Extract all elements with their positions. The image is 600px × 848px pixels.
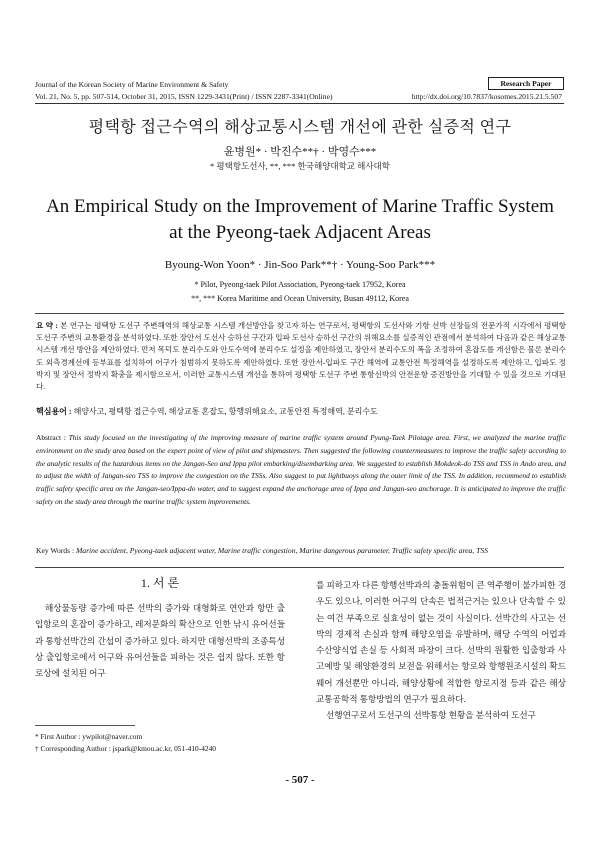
footnote-rule (35, 725, 135, 726)
body-paragraph: 해상물동량 증가에 따른 선박의 증가와 대형화로 연안과 항만 출입항로의 혼잡이 증가하고, 레저문화의 확산으로 인한 낚시 유어선들과 통항선박간의 간섭이 증가하고 있다. 하지만 대형선박의 조종특성상 출입항로에서 어구와 유어선들을 피하는 것은 쉽지 않다. 또한 항로상에 설치된 어구 (35, 603, 285, 679)
first-author-footnote: * First Author : ywpilot@naver.com (35, 732, 143, 741)
english-abstract-text: This study focused on the investigating of the improving measure of marine traffic system around Pyung-Taek Pilotage area. First, we analyzed the marine traffic environment on the study area based on the expert point of view of pilot and shipmasters. Then suggested the following countermeasures to improve the traffic safety according to the analytic results of the hazardous items on the Jangan-Seo and Ippa pilot embarking/disembarking area. We suggested to establish Mokdeok-do TSS and TSS in Ando area, and to adjust the width of Jangan-seo TSS to improve the congestion on the TSSs. Also suggest to put lightbuoys along the outer limit of the TSS. In addition, recommend to establish traffic safety specific area on the Jangan-seo/Ippa-do water, and to suggest expand the anchorage area of Ippa and Jangan-seo anchorage. It is anticipated to improve the traffic safety on the study area through the marine traffic system improvements. (36, 433, 566, 506)
english-keywords-text: Marine accident, Pyeong-taek adjacent water, Marine traffic congestion, Marine dangerous parameter, Traffic safety specific area, TSS (75, 546, 488, 555)
header-rule (35, 103, 564, 104)
body-column-left (35, 600, 285, 681)
journal-name: Journal of the Korean Society of Marine Environment & Safety (35, 80, 229, 89)
english-keywords (36, 546, 566, 555)
corresponding-author-footnote: † Corresponding Author : jspark@kmou.ac.kr, 051-410-4240 (35, 744, 216, 753)
english-keywords-label: Key Words : (36, 546, 75, 555)
english-affiliation-2: **, *** Korea Maritime and Ocean University, Busan 49112, Korea (191, 294, 409, 303)
english-title-line2: at the Pyeong-taek Adjacent Areas (169, 222, 431, 243)
korean-abstract-text: 본 연구는 평택항 도선구 주변해역의 해상교통 시스템 개선방안을 찾고자 하는 연구로서, 평택항의 도선사와 기항 선박 선장들의 전문가적 시각에서 평택항 도선구 주변의 교통환경을 분석하였다. 또한 장안서 도선사 승하선 구간과 입파 도선사 승하선 구간의 위해요소를 실증적인 관점에서 분석하여 다음과 같은 해상교통시스템 개선 방안을 제안하였다. 먼저 목덕도 분리수도와 안도수역에 분리수도 설정을 제안하였고, 장안서 분리수도의 폭을 조정하여 혼잡도를 개선함은 물론 분리수도 외측경계선에 등부표를 설치하여 어구가 침범하지 못하도록 제안하였다. 또한 장안서-입파도 구간 해역에 교통안전 특정해역을 설정하도록 제안하고, 입파도 정박지 및 장안서 정박지 확충을 제시함으로서, 이러한 교통시스템 개선을 통하여 평택항 도선구 주변 통항선박의 안전운항 증진방안을 기대할 수 있을 것으로 기대된다. (36, 321, 566, 392)
english-authors: Byoung-Won Yoon* · Jin-Soo Park**† · Young-Soo Park*** (164, 259, 436, 271)
korean-keywords-text: 해양사고, 평택항 접근수역, 해상교통 혼잡도, 항행위해요소, 교통안전 특정해역, 분리수도 (73, 407, 378, 416)
body-paragraph: 선행연구로서 도선구의 선박통항 현황을 분석하여 도선구 (326, 710, 536, 721)
english-title-line1: An Empirical Study on the Improvement of Marine Traffic System (46, 196, 554, 217)
doi-link[interactable]: http://dx.doi.org/10.7837/kosomes.2015.21.5.507 (411, 92, 562, 101)
body-column-right (316, 577, 566, 724)
english-abstract (36, 432, 566, 509)
korean-keywords (36, 406, 566, 417)
korean-title: 평택항 접근수역의 해상교통시스템 개선에 관한 실증적 연구 (88, 119, 512, 136)
korean-abstract-label: 요 약 : (36, 321, 58, 330)
korean-keywords-label: 핵심용어 : (36, 407, 72, 416)
korean-abstract (36, 320, 566, 393)
volume-line: Vol. 21, No. 5, pp. 507-514, October 31, 2015, ISSN 1229-3431(Print) / ISSN 2287-3341(Online) (35, 92, 333, 101)
korean-authors: 윤병원* · 박진수**† · 박영수*** (223, 146, 377, 158)
abstract-rule (35, 313, 564, 314)
research-paper-badge: Research Paper (488, 77, 564, 90)
korean-affiliation: * 평택항도선사, **, *** 한국해양대학교 해사대학 (210, 161, 390, 171)
page-number: - 507 - (285, 774, 315, 786)
body-rule (35, 567, 564, 568)
body-paragraph: 를 피하고자 다른 항행선박과의 충돌위험이 큰 역주행이 불가피한 경우도 있으나, 이러한 어구의 단속은 법적근거는 있으나 단속할 수 있는 여건 부족으로 실효성이 없는 것이 사실이다. 선박간의 사고는 선박의 경제적 손실과 함께 해양오염을 유발하며, 해당 수역의 어업과 수산양식업 손실 등 사회적 파장이 크다. 선박의 원활한 입출항과 사고예방 및 해양환경의 보전을 위해서는 항로와 항행원조시설의 확드웨어 개선뿐만 아니라, 해양상황에 적합한 항로지정 등과 같은 해상교통공학적 통항방법의 연구가 필요하다. (316, 580, 566, 705)
section-title: 1. 서 론 (140, 576, 180, 590)
english-abstract-label: Abstract : (36, 433, 66, 442)
english-affiliation-1: * Pilot, Pyeong-taek Pilot Association, Pyeong-taek 17952, Korea (194, 280, 406, 289)
